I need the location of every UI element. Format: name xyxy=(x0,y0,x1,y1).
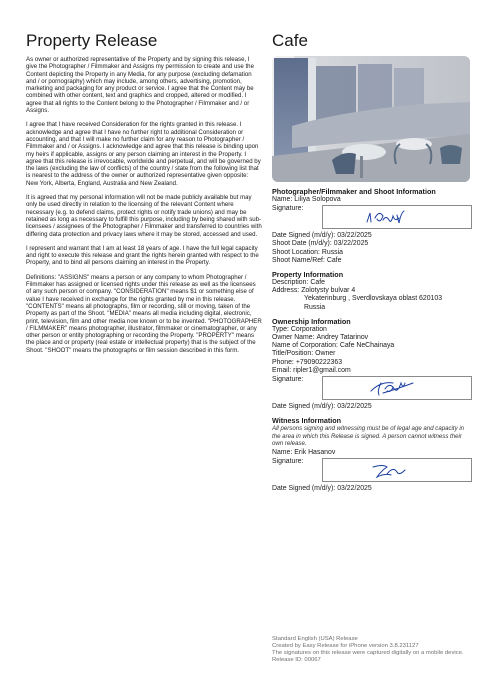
release-title: Property Release xyxy=(26,31,158,50)
release-paragraph-definitions: Definitions: "ASSIGNS" means a person or any company to whom Photographer / Filmmaker has assigned or licensed rights under this release as well as the licensees of any such person or company. "CONSIDERATION" means $1 or something else of value I have received in exchange for the rights granted by me in this release. "CONTENTS" means all photographs, film or recording, still or moving, taken of the Property as part of the Shoot. "MEDIA" means all media including digital, electronic, print, television, film and other media now known or to be invented. "PHOTOGRAPHER / FILMMAKER" means photographer, illustrator, filmmaker or cinematographer, or any other person or entity photographing or recording the Property. "PROPERTY" means the place and or property (real estate or intellectual property) that is the subject of the Shoot. "SHOOT" means the photographs or film session described in this form. xyxy=(26,273,262,354)
release-footer xyxy=(272,636,482,664)
owner-date-signed-label: Date Signed (m/d/y): xyxy=(272,403,336,411)
witness-date-signed-value: 03/22/2025 xyxy=(337,485,372,493)
owner-name-value: Andrey Tatarinov xyxy=(316,334,369,342)
photographer-name-label: Name: xyxy=(272,196,293,203)
property-section xyxy=(272,270,472,312)
witness-section xyxy=(272,416,472,493)
shoot-date-row xyxy=(272,240,472,248)
property-address-line1: Zolotysty bulvar 4 xyxy=(301,287,356,295)
witness-signature-image xyxy=(323,459,471,481)
release-paragraph-consideration: I agree that I have received Consideration for the rights granted in this release. I acknowledge and agree that I have no further right to additional Consideration or accounting, and that I will make no further claim for any reason to Photographer / Filmmaker and / or Assigns. I acknowledge and agree that this release is binding upon my heirs if applicable, assigns or any person claiming an interest in the Property. I agree that this release is irrevocable, worldwide and perpetual, and will be governed by the laws (excluding the law of conflicts) of the country / state from the following list that is nearest to the address of the owner or authorized representative given opposite: New York, Alberta, England, Australia and New Zealand. xyxy=(26,121,261,187)
shoot-name-row xyxy=(272,257,472,265)
photographer-name-row xyxy=(272,196,472,204)
owner-name-label: Owner Name: xyxy=(272,334,315,342)
owner-email-label: Email: xyxy=(272,366,292,374)
photographer-section xyxy=(272,187,472,265)
release-paragraph-warranty: I represent and warrant that I am at least 18 years of age. I have the full legal capacity and right to execute this release and grant the rights herein granted with respect to the Property, and to bind all persons claiming an interest in the Property. xyxy=(26,244,259,267)
owner-date-signed-row xyxy=(272,403,472,411)
owner-signature-label: Signature: xyxy=(272,376,304,384)
shoot-location-label: Shoot Location: xyxy=(272,248,320,256)
photographer-heading: Photographer/Filmmaker and Shoot Information xyxy=(272,187,436,196)
owner-name-row xyxy=(272,334,472,342)
property-description-row xyxy=(272,279,472,287)
ownership-type-row xyxy=(272,326,472,334)
ownership-heading: Ownership Information xyxy=(272,316,351,326)
shoot-date-value: 03/22/2025 xyxy=(333,240,369,248)
ownership-section xyxy=(272,317,472,411)
owner-date-signed-value: 03/22/2025 xyxy=(337,403,372,411)
footer-release-id: Release ID: 00067 xyxy=(272,657,321,663)
witness-date-signed-label: Date Signed (m/d/y): xyxy=(272,485,336,493)
owner-email-row xyxy=(272,367,472,375)
witness-signature-row xyxy=(272,458,472,482)
owner-signature-image xyxy=(323,377,471,399)
owner-title-value: Owner xyxy=(315,350,336,358)
witness-heading: Witness Information xyxy=(272,416,342,426)
photographer-signature-row xyxy=(272,205,472,229)
corporation-name-value: Cafe NeChainaya xyxy=(339,342,395,350)
photographer-date-signed-value: 03/22/2025 xyxy=(337,232,372,240)
owner-email-value: ripler1@gmail.com xyxy=(293,366,351,374)
owner-phone-label: Phone: xyxy=(272,358,294,366)
witness-name-row xyxy=(272,449,472,457)
owner-signature-row xyxy=(272,376,472,400)
owner-title-row xyxy=(272,350,472,358)
footer-created-by: Created by Easy Release for iPhone version 3.8.231127 xyxy=(272,643,419,649)
footer-capture-note: The signatures on this release were captured digitally on a mobile device. xyxy=(272,650,464,656)
property-address-line3: Russia xyxy=(304,303,326,311)
property-address-line2: Yekaterinburg , Sverdlovskaya oblast 620103 xyxy=(304,295,443,303)
shoot-location-row xyxy=(272,249,472,257)
shoot-date-label: Shoot Date (m/d/y): xyxy=(272,240,332,248)
release-terms-column xyxy=(26,32,262,361)
property-heading: Property Information xyxy=(272,270,344,280)
witness-note: All persons signing and witnessing must be of legal age and capacity in the area in which this Release is signed. A person cannot witness their own release. xyxy=(272,425,465,447)
photographer-date-signed-row xyxy=(272,232,472,240)
owner-signature-box[interactable] xyxy=(322,376,472,400)
ownership-type-label: Type: xyxy=(272,325,289,333)
corporation-name-row xyxy=(272,342,472,350)
property-photo-image xyxy=(272,56,470,182)
shoot-name-label: Shoot Name/Ref: xyxy=(272,256,325,264)
witness-date-signed-row xyxy=(272,485,472,493)
photographer-signature-label: Signature: xyxy=(272,205,304,213)
property-photo xyxy=(272,56,470,182)
witness-signature-box[interactable] xyxy=(322,458,472,482)
shoot-location-value: Russia xyxy=(321,248,343,256)
property-description-value: Cafe xyxy=(310,279,325,287)
witness-signature-label: Signature: xyxy=(272,458,304,466)
witness-name-label: Name: xyxy=(272,449,293,457)
witness-name-value: Erik Hasanov xyxy=(294,449,336,457)
owner-phone-value: +79090222363 xyxy=(295,358,343,366)
photographer-signature-image xyxy=(323,206,471,228)
property-address-row xyxy=(272,287,472,295)
property-address-label: Address: xyxy=(272,287,300,295)
owner-phone-row xyxy=(272,359,472,367)
photographer-signature-box[interactable] xyxy=(322,205,472,229)
shoot-name-value: Cafe xyxy=(326,256,342,264)
property-description-label: Description: xyxy=(272,279,309,287)
photographer-name-value: Liliya Solopova xyxy=(294,196,341,203)
property-name-title: Cafe xyxy=(272,31,308,50)
release-details-column xyxy=(272,32,472,494)
corporation-name-label: Name of Corporation: xyxy=(272,342,338,350)
release-paragraph-privacy: It is agreed that my personal information will not be made publicly available but may only be used directly in relation to the licensing of the relevant Content where necessary (e.g. to defend claims, protect rights or notify trade unions) and may be retained as long as necessary to fulfill this purpose, including by being shared with sub-licensees / assignees of the Photographer / Filmmaker and transferred to countries with differing data protection and privacy laws where it may be stored, accessed and used. xyxy=(26,194,262,238)
ownership-type-value: Corporation xyxy=(290,325,327,333)
release-paragraph-permission: As owner or authorized representative of the Property and by signing this release, I give the Photographer / Filmmaker and Assigns my permission to create and use the Content depicting the Property in any Media, for any purpose (excluding defamation and / or pornography) which may include, among others, advertising, promotion, marketing and packaging for any product or service. I agree that the Content may be combined with other content, text and graphics and cropped, altered or modified. I agree that all rights to the Content belong to the Photographer / Filmmaker and / or Assigns. xyxy=(26,56,254,115)
owner-title-label: Title/Position: xyxy=(272,350,314,358)
footer-release-type: Standard English (USA) Release xyxy=(272,636,358,642)
photographer-date-signed-label: Date Signed (m/d/y): xyxy=(272,232,336,240)
